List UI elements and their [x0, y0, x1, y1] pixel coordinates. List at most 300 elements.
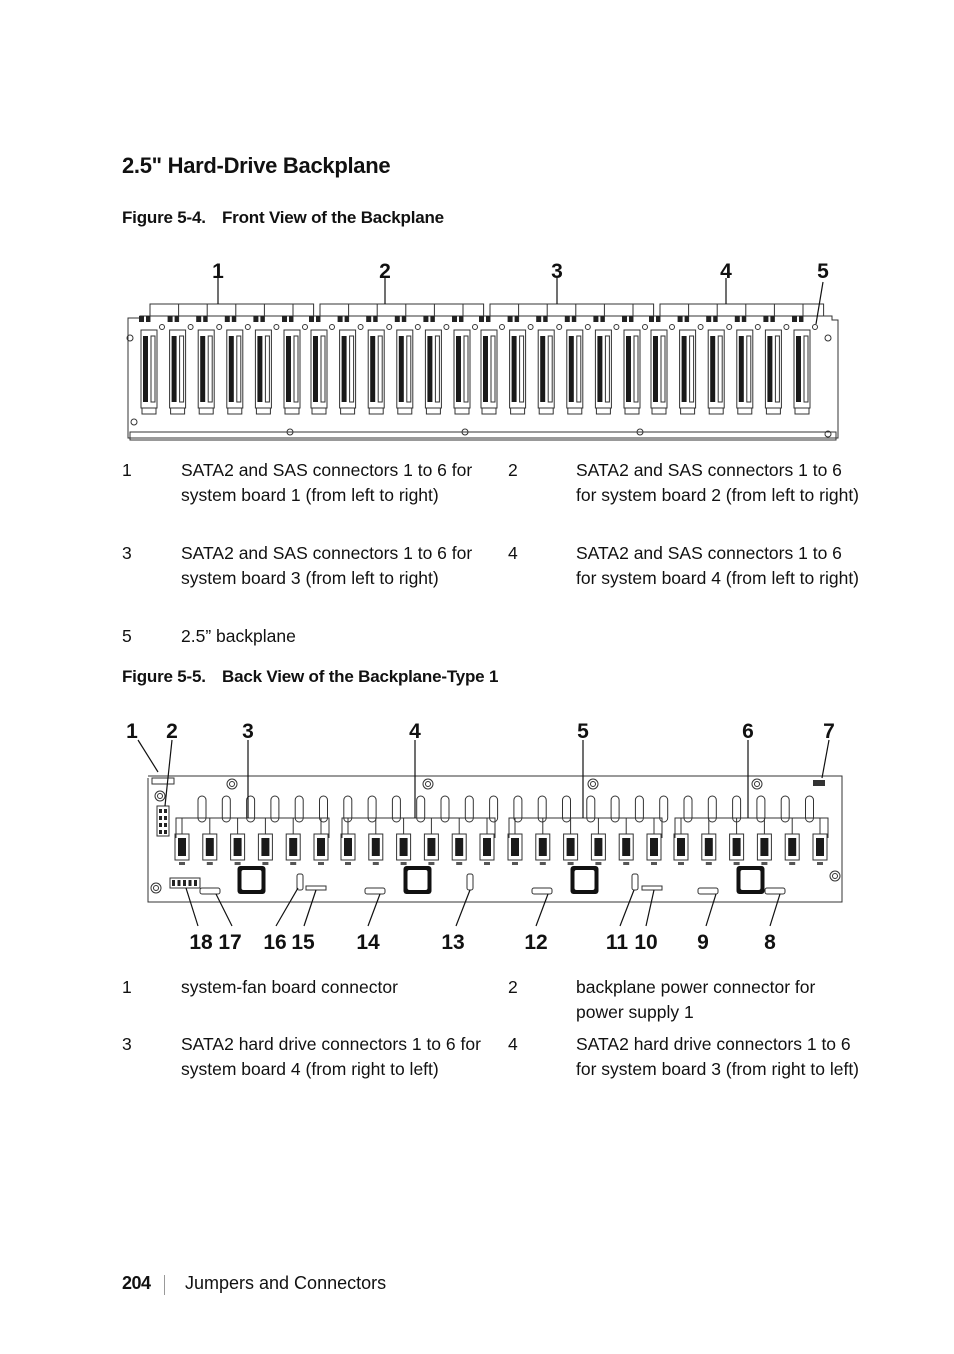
connector-pins: [605, 336, 609, 402]
power-pin: [164, 816, 167, 820]
connector-slot: [626, 336, 631, 402]
sata-port: [372, 838, 380, 856]
group-bracket: [150, 304, 314, 316]
connector-foot: [285, 408, 299, 414]
led: [508, 316, 513, 322]
connector-slot: [540, 336, 545, 402]
figure-5-4-caption: [122, 208, 444, 228]
small-hole: [557, 325, 562, 330]
callout-label: 3: [551, 260, 563, 283]
connector-foot: [539, 408, 553, 414]
connector-foot: [171, 408, 185, 414]
figure-number: Figure 5-5.: [122, 667, 206, 686]
backplane-board: [148, 776, 842, 902]
cable-connector: [200, 888, 220, 894]
connector-foot: [426, 408, 440, 414]
front-view-backplane-diagram: [0, 250, 954, 450]
led: [253, 316, 258, 322]
sata-port: [317, 838, 325, 856]
led: [338, 316, 343, 322]
power-pin: [164, 830, 167, 834]
legend-text: SATA2 hard drive connectors 1 to 6 for system board 3 (from right to left): [576, 1034, 860, 1079]
connector-foot: [369, 408, 383, 414]
small-hole: [784, 325, 789, 330]
connector-foot: [738, 408, 752, 414]
led: [225, 316, 230, 322]
led: [515, 316, 519, 322]
led: [146, 316, 150, 322]
figure-title: Back View of the Backplane-Type 1: [222, 667, 499, 686]
callout-leader: [186, 888, 198, 926]
connector-pins: [804, 336, 808, 402]
mounting-hole: [151, 883, 161, 893]
vertical-connector: [467, 874, 473, 890]
led: [600, 316, 604, 322]
footer-divider: [164, 1275, 165, 1295]
callout-leader: [646, 890, 654, 926]
led: [656, 316, 660, 322]
connector-pins: [265, 336, 269, 402]
sata-port: [788, 838, 796, 856]
mounting-hole-inner: [755, 782, 760, 787]
footer-section: Jumpers and Connectors: [185, 1273, 387, 1293]
mounting-hole-inner: [426, 782, 431, 787]
legend-number: 3: [122, 1034, 132, 1054]
callout-label: 4: [720, 260, 732, 283]
backplane-board: [127, 304, 838, 440]
sata-port: [483, 838, 491, 856]
led: [168, 316, 173, 322]
callout-label: 13: [441, 931, 465, 954]
led: [799, 316, 803, 322]
callout-label: 8: [764, 931, 776, 954]
cable-connector: [698, 888, 718, 894]
small-hole: [813, 325, 818, 330]
led: [366, 316, 371, 322]
callout-leader: [770, 894, 780, 926]
legend-number: 4: [508, 1034, 518, 1054]
connector-pins: [548, 336, 552, 402]
sata-port: [261, 838, 269, 856]
sata-port: [594, 838, 602, 856]
small-hole: [727, 325, 732, 330]
connector-foot: [652, 408, 666, 414]
callout-leader: [816, 282, 823, 324]
connector-foot: [795, 408, 809, 414]
connector-foot: [625, 408, 639, 414]
led: [622, 316, 627, 322]
board-edge: [130, 432, 836, 440]
power-pin: [159, 830, 162, 834]
connector-slot: [597, 336, 602, 402]
led: [706, 316, 711, 322]
connector-slot: [313, 336, 318, 402]
small-hole: [330, 325, 335, 330]
small-hole: [585, 325, 590, 330]
connector-slot: [682, 336, 687, 402]
led: [373, 316, 377, 322]
led: [232, 316, 236, 322]
sata-label: [540, 862, 546, 865]
figure-title: Front View of the Backplane: [222, 208, 444, 227]
sata-port: [206, 838, 214, 856]
sata-port: [567, 838, 575, 856]
cable-connector: [532, 888, 552, 894]
connector-slot: [342, 336, 347, 402]
legend-number: 1: [122, 977, 132, 997]
connector-pins: [180, 336, 184, 402]
legend-number: 4: [508, 543, 518, 563]
mounting-hole-inner: [833, 874, 838, 879]
callout-label: 16: [263, 931, 287, 954]
sata-port: [705, 838, 713, 856]
led: [289, 316, 293, 322]
led: [260, 316, 264, 322]
jumper-pin: [183, 880, 186, 886]
small-hole: [614, 325, 619, 330]
sata-label: [623, 862, 629, 865]
small-hole: [415, 325, 420, 330]
led: [735, 316, 740, 322]
group-bracket: [509, 818, 662, 838]
sata-port: [178, 838, 186, 856]
sata-port: [289, 838, 297, 856]
connector-foot: [568, 408, 582, 414]
mounting-hole: [825, 335, 831, 341]
sata-port: [427, 838, 435, 856]
connector-slot: [427, 336, 432, 402]
led: [196, 316, 201, 322]
chip-die: [242, 870, 262, 890]
cable-connector: [365, 888, 385, 894]
chip-die: [741, 870, 761, 890]
callout-label: 5: [577, 720, 589, 743]
callout-leader: [216, 894, 232, 926]
connector-slot: [739, 336, 744, 402]
legend-text: SATA2 and SAS connectors 1 to 6 for system board 2 (from left to right): [576, 460, 860, 505]
callout-label: 2: [379, 260, 391, 283]
legend-number: 2: [508, 460, 518, 480]
mounting-hole-inner: [230, 782, 235, 787]
sata-port: [622, 838, 630, 856]
sata-port: [677, 838, 685, 856]
mounting-hole: [830, 871, 840, 881]
callout-label: 6: [742, 720, 754, 743]
sata-label: [817, 862, 823, 865]
callout-label: 2: [166, 720, 178, 743]
connector-slot: [483, 336, 488, 402]
jumper-pin: [189, 880, 192, 886]
mounting-hole-inner: [591, 782, 596, 787]
connector-foot: [228, 408, 242, 414]
sata-label: [318, 862, 324, 865]
jumper-pin: [172, 880, 175, 886]
callout-label: 4: [409, 720, 421, 743]
sata-label: [235, 862, 241, 865]
legend-number: 1: [122, 460, 132, 480]
mounting-hole-inner: [158, 794, 163, 799]
connector-pins: [321, 336, 325, 402]
fan-connector: [152, 778, 174, 784]
callout-leader: [536, 894, 548, 926]
group-bracket: [490, 304, 654, 316]
led: [203, 316, 207, 322]
connector-slot: [286, 336, 291, 402]
callout-label: 15: [291, 931, 315, 954]
chip-die: [575, 870, 595, 890]
callout-label: 14: [356, 931, 380, 954]
connector-slot: [767, 336, 772, 402]
connector-pins: [208, 336, 212, 402]
sata-label: [651, 862, 657, 865]
sata-label: [290, 862, 296, 865]
header-connector: [642, 886, 662, 890]
power-pin: [159, 816, 162, 820]
sata-port: [539, 838, 547, 856]
led: [452, 316, 457, 322]
legend-text: SATA2 hard drive connectors 1 to 6 for system board 4 (from right to left): [181, 1034, 481, 1079]
small-hole: [528, 325, 533, 330]
led: [543, 316, 547, 322]
small-hole: [755, 325, 760, 330]
connector-foot: [199, 408, 213, 414]
callout-label: 1: [212, 260, 224, 283]
connector-pins: [718, 336, 722, 402]
sata-port: [650, 838, 658, 856]
small-hole: [188, 325, 193, 330]
sata-label: [568, 862, 574, 865]
callout-leader: [822, 740, 829, 778]
callout-leader: [620, 890, 634, 926]
legend-number: 3: [122, 543, 132, 563]
small-hole: [217, 325, 222, 330]
connector-foot: [681, 408, 695, 414]
sata-port: [234, 838, 242, 856]
connector-foot: [341, 408, 355, 414]
callout-label: 17: [218, 931, 242, 954]
connector-foot: [142, 408, 156, 414]
led: [395, 316, 400, 322]
sata-label: [595, 862, 601, 865]
legend-text: SATA2 and SAS connectors 1 to 6 for system board 4 (from left to right): [576, 543, 860, 588]
sata-label: [678, 862, 684, 865]
figure-5-5-caption: [122, 667, 498, 687]
connector-pins: [350, 336, 354, 402]
connector-foot: [709, 408, 723, 414]
mounting-hole: [752, 779, 762, 789]
sata-port: [344, 838, 352, 856]
group-bracket: [660, 304, 824, 316]
callout-label: 5: [817, 260, 829, 283]
led: [763, 316, 768, 322]
small-hole: [358, 325, 363, 330]
small-hole: [160, 325, 165, 330]
connector-pins: [237, 336, 241, 402]
callout-label: 10: [634, 931, 658, 954]
led: [685, 316, 689, 322]
power-connector: [157, 806, 169, 836]
vertical-connector: [632, 874, 638, 890]
chip-die: [408, 870, 428, 890]
callout-leader: [304, 890, 316, 926]
sata-label: [789, 862, 795, 865]
connector-slot: [456, 336, 461, 402]
connector-pins: [690, 336, 694, 402]
led: [479, 316, 484, 322]
power-pin: [164, 809, 167, 813]
callout-label: 12: [524, 931, 548, 954]
figure-number: Figure 5-4.: [122, 208, 206, 227]
connector-pins: [294, 336, 298, 402]
led: [572, 316, 576, 322]
callout-leader: [706, 894, 716, 926]
connector-pins: [435, 336, 439, 402]
power-pin: [159, 809, 162, 813]
led: [629, 316, 633, 322]
connector-slot: [399, 336, 404, 402]
group-bracket: [320, 304, 484, 316]
legend-number: 2: [508, 977, 518, 997]
sata-label: [734, 862, 740, 865]
connector-slot: [229, 336, 234, 402]
sata-port: [511, 838, 519, 856]
connector-slot: [143, 336, 148, 402]
mounting-hole: [131, 419, 137, 425]
callout-label: 3: [242, 720, 254, 743]
led: [423, 316, 428, 322]
legend-text: SATA2 and SAS connectors 1 to 6 for system board 1 (from left to right): [181, 460, 473, 505]
callout-label: 7: [823, 720, 835, 743]
small-hole: [274, 325, 279, 330]
sata-label: [373, 862, 379, 865]
sata-label: [456, 862, 462, 865]
connector-foot: [398, 408, 412, 414]
connector-slot: [653, 336, 658, 402]
section-title: 2.5" Hard-Drive Backplane: [122, 153, 391, 178]
connector-pins: [520, 336, 524, 402]
sata-label: [401, 862, 407, 865]
jumper-pin: [194, 880, 197, 886]
led: [565, 316, 570, 322]
led: [345, 316, 349, 322]
mounting-hole: [588, 779, 598, 789]
legend-text: 2.5” backplane: [181, 626, 296, 646]
group-bracket: [675, 818, 828, 838]
connector-slot: [512, 336, 517, 402]
legend-number: 5: [122, 626, 132, 646]
sata-port: [455, 838, 463, 856]
connector-pins: [378, 336, 382, 402]
callout-leader: [138, 740, 158, 772]
small-hole: [387, 325, 392, 330]
connector-pins: [151, 336, 155, 402]
small-hole: [698, 325, 703, 330]
callout-leader: [456, 890, 470, 926]
led: [713, 316, 717, 322]
sata-label: [484, 862, 490, 865]
sata-port: [760, 838, 768, 856]
led: [536, 316, 541, 322]
callout-leader: [165, 740, 172, 806]
connector-pins: [577, 336, 581, 402]
connector-slot: [172, 336, 177, 402]
callout-label: 11: [605, 931, 629, 954]
led: [593, 316, 598, 322]
small-connector: [813, 780, 825, 786]
led: [742, 316, 746, 322]
connector-pins: [775, 336, 779, 402]
legend-text: system-fan board connector: [181, 977, 398, 997]
callout-label: 9: [697, 931, 709, 954]
led: [678, 316, 683, 322]
led: [139, 316, 144, 322]
led: [792, 316, 797, 322]
back-view-backplane-diagram: [0, 710, 954, 960]
connector-pins: [747, 336, 751, 402]
connector-foot: [256, 408, 270, 414]
mounting-hole: [155, 791, 165, 801]
cable-connector: [765, 888, 785, 894]
connector-slot: [200, 336, 205, 402]
small-hole: [500, 325, 505, 330]
led: [649, 316, 654, 322]
sata-label: [207, 862, 213, 865]
led: [402, 316, 406, 322]
callout-leader: [368, 894, 380, 926]
connector-slot: [370, 336, 375, 402]
jumper-pin: [178, 880, 181, 886]
sata-label: [262, 862, 268, 865]
callouts: [212, 260, 829, 324]
led: [282, 316, 287, 322]
callout-label: 1: [126, 720, 138, 743]
connector-foot: [455, 408, 469, 414]
page-number: 204: [122, 1273, 151, 1293]
connector-foot: [312, 408, 326, 414]
connector-slot: [796, 336, 801, 402]
led: [770, 316, 774, 322]
led: [459, 316, 463, 322]
led: [175, 316, 179, 322]
led: [316, 316, 320, 322]
led: [430, 316, 434, 322]
sata-port: [400, 838, 408, 856]
header-connector: [306, 886, 326, 890]
mounting-hole: [423, 779, 433, 789]
sata-label: [512, 862, 518, 865]
small-hole: [245, 325, 250, 330]
connector-foot: [766, 408, 780, 414]
sata-label: [345, 862, 351, 865]
small-hole: [643, 325, 648, 330]
legend-text: SATA2 and SAS connectors 1 to 6 for system board 3 (from left to right): [181, 543, 473, 588]
mounting-hole-inner: [154, 886, 159, 891]
connector-slot: [257, 336, 262, 402]
connector-pins: [464, 336, 468, 402]
sata-port: [733, 838, 741, 856]
small-hole: [303, 325, 308, 330]
callout-leader: [276, 888, 298, 926]
led: [309, 316, 314, 322]
connector-slot: [569, 336, 574, 402]
sata-port: [816, 838, 824, 856]
connector-foot: [511, 408, 525, 414]
sata-label: [179, 862, 185, 865]
small-hole: [444, 325, 449, 330]
power-pin: [164, 823, 167, 827]
small-hole: [670, 325, 675, 330]
sata-label: [428, 862, 434, 865]
